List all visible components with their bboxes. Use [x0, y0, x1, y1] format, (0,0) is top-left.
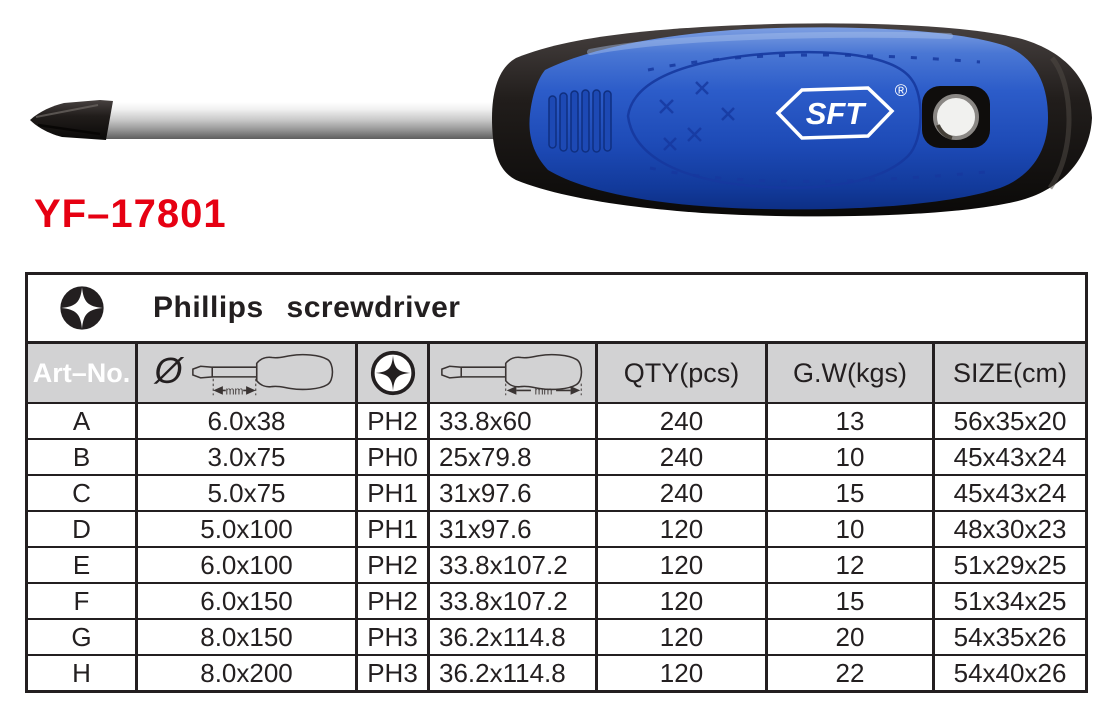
col-header-shaft-diameter	[137, 343, 357, 404]
cell-shaft-size: 6.0x150	[137, 583, 357, 619]
table-row	[27, 475, 1087, 511]
cell-size: 54x35x26	[934, 619, 1087, 655]
cell-shaft-size: 8.0x150	[137, 619, 357, 655]
cell-size: 45x43x24	[934, 475, 1087, 511]
cell-gw: 20	[767, 619, 934, 655]
cell-ph-size: PH1	[357, 511, 429, 547]
cell-art-no: G	[27, 619, 137, 655]
mm-unit-label: mm	[225, 385, 243, 398]
cell-shaft-size: 5.0x75	[137, 475, 357, 511]
cell-qty: 120	[597, 619, 767, 655]
hang-hole	[922, 86, 990, 148]
cell-art-no: C	[27, 475, 137, 511]
cell-art-no: F	[27, 583, 137, 619]
table-row	[27, 511, 1087, 547]
table-header-row	[27, 343, 1087, 404]
cell-ph-size: PH3	[357, 655, 429, 692]
col-header-art-no: Art–No.	[27, 343, 137, 404]
cell-art-no: H	[27, 655, 137, 692]
cell-size: 51x29x25	[934, 547, 1087, 583]
cell-ph-size: PH2	[357, 547, 429, 583]
cell-size: 56x35x20	[934, 403, 1087, 439]
cell-qty: 120	[597, 547, 767, 583]
cell-ph-size: PH2	[357, 583, 429, 619]
cell-qty: 240	[597, 439, 767, 475]
screwdriver-handle-diagram	[438, 346, 588, 400]
brand-logo-text: SFT	[805, 96, 865, 131]
phillips-outline-icon	[370, 350, 416, 396]
cell-handle-size: 33.8x107.2	[429, 547, 597, 583]
cell-handle-size: 31x97.6	[429, 511, 597, 547]
cell-handle-size: 31x97.6	[429, 475, 597, 511]
cell-size: 48x30x23	[934, 511, 1087, 547]
handle-blue-body	[529, 27, 1048, 209]
table-row	[27, 583, 1087, 619]
table-title: Phillips screwdriver	[153, 291, 461, 324]
cell-ph-size: PH2	[357, 403, 429, 439]
cell-shaft-size: 8.0x200	[137, 655, 357, 692]
cell-size: 51x34x25	[934, 583, 1087, 619]
diameter-symbol: Ø	[154, 350, 183, 391]
mm-unit-label: mm	[534, 385, 552, 398]
cell-gw: 15	[767, 583, 934, 619]
cell-shaft-size: 6.0x100	[137, 547, 357, 583]
cell-art-no: A	[27, 403, 137, 439]
cell-size: 54x40x26	[934, 655, 1087, 692]
model-number: YF–17801	[34, 192, 227, 236]
cell-qty: 120	[597, 511, 767, 547]
table-row	[27, 655, 1087, 692]
table-row	[27, 403, 1087, 439]
cell-gw: 10	[767, 511, 934, 547]
cell-gw: 12	[767, 547, 934, 583]
cell-qty: 240	[597, 475, 767, 511]
cell-shaft-size: 3.0x75	[137, 439, 357, 475]
cell-size: 45x43x24	[934, 439, 1087, 475]
cell-handle-size: 25x79.8	[429, 439, 597, 475]
table-row	[27, 619, 1087, 655]
col-header-handle-size	[429, 343, 597, 404]
cell-shaft-size: 6.0x38	[137, 403, 357, 439]
col-header-qty: QTY(pcs)	[597, 343, 767, 404]
cell-ph-size: PH1	[357, 475, 429, 511]
col-header-gw: G.W(kgs)	[767, 343, 934, 404]
spec-table	[25, 272, 1088, 693]
cell-handle-size: 36.2x114.8	[429, 655, 597, 692]
phillips-tip	[30, 100, 113, 140]
cell-gw: 15	[767, 475, 934, 511]
cell-handle-size: 33.8x60	[429, 403, 597, 439]
table-title-row	[27, 274, 1087, 343]
cell-gw: 13	[767, 403, 934, 439]
cell-ph-size: PH0	[357, 439, 429, 475]
table-row	[27, 439, 1087, 475]
cell-qty: 240	[597, 403, 767, 439]
col-header-ph	[357, 343, 429, 404]
screwdriver-shaft	[92, 102, 522, 139]
table-row	[27, 547, 1087, 583]
cell-gw: 10	[767, 439, 934, 475]
cell-ph-size: PH3	[357, 619, 429, 655]
cell-art-no: E	[27, 547, 137, 583]
cell-art-no: B	[27, 439, 137, 475]
col-header-size: SIZE(cm)	[934, 343, 1087, 404]
cell-art-no: D	[27, 511, 137, 547]
phillips-bit-icon	[59, 285, 105, 331]
screwdriver-shaft-diagram	[189, 346, 339, 400]
cell-qty: 120	[597, 655, 767, 692]
cell-shaft-size: 5.0x100	[137, 511, 357, 547]
registered-mark: ®	[894, 81, 908, 100]
cell-handle-size: 36.2x114.8	[429, 619, 597, 655]
cell-qty: 120	[597, 583, 767, 619]
cell-gw: 22	[767, 655, 934, 692]
cell-handle-size: 33.8x107.2	[429, 583, 597, 619]
